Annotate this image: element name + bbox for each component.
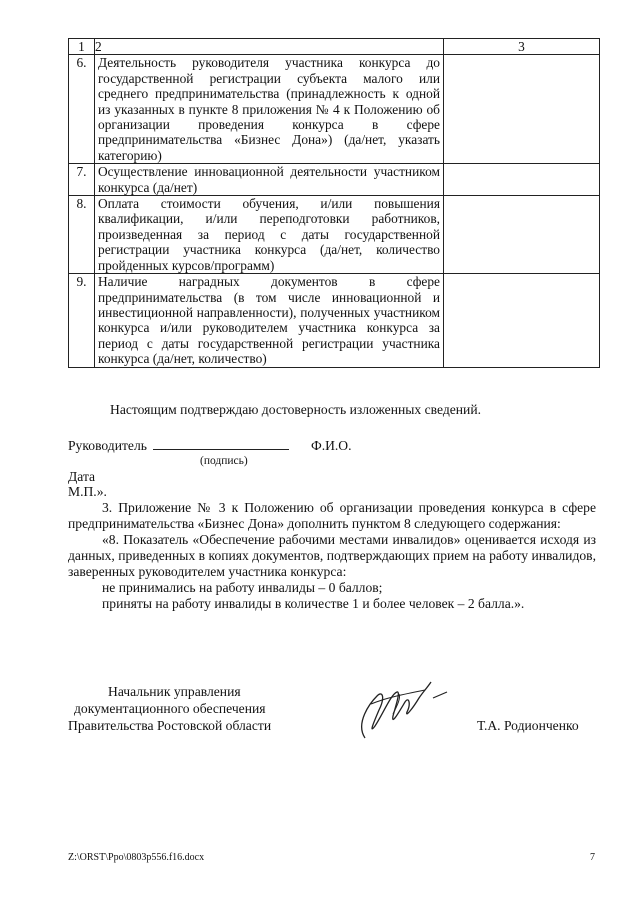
signature-underline bbox=[153, 437, 289, 450]
row-number: 7. bbox=[69, 164, 95, 196]
row-number: 6. bbox=[69, 55, 95, 164]
table-row bbox=[69, 55, 600, 164]
table-header-row bbox=[69, 39, 600, 55]
date-label: Дата bbox=[68, 469, 96, 484]
file-path: Z:\ORST\Ppo\0803p556.f16.docx bbox=[68, 852, 205, 863]
amendment-option-2: приняты на работу инвалиды в количестве 1 и более человек – 2 балла.». bbox=[102, 596, 525, 611]
amendment-item-3: 3. Приложение № 3 к Положению об организации проведения конкурса в сфере предпринимательства «Бизнес Дона» дополнить пунктом 8 следующего содержания: bbox=[68, 500, 596, 531]
page-number: 7 bbox=[590, 852, 595, 863]
header-col-1: 1 bbox=[69, 39, 95, 55]
row-description: Оплата стоимости обучения, и/или повышения квалификации, и/или переподготовки работников, произведенная за период с даты государственной регистрации участника конкурса (да/нет, количество пройденных курсов/программ) bbox=[95, 196, 444, 274]
header-col-3: 3 bbox=[444, 39, 600, 55]
signature-caption: (подпись) bbox=[200, 455, 248, 467]
table-row bbox=[69, 274, 600, 367]
signatory-name: Т.А. Родионченко bbox=[477, 718, 579, 733]
stamp-label: М.П.». bbox=[68, 484, 107, 499]
row-value bbox=[444, 274, 600, 367]
row-number: 8. bbox=[69, 196, 95, 274]
table-row bbox=[69, 164, 600, 196]
header-col-2: 2 bbox=[95, 39, 444, 55]
row-value bbox=[444, 196, 600, 274]
signatory-title-line2: документационного обеспечения bbox=[74, 701, 266, 716]
signatory-title-line3: Правительства Ростовской области bbox=[68, 718, 272, 733]
head-label: Руководитель bbox=[68, 438, 147, 453]
confirmation-text: Настоящим подтверждаю достоверность изложенных сведений. bbox=[110, 402, 481, 417]
signatory-title-line1: Начальник управления bbox=[108, 684, 241, 699]
row-number: 9. bbox=[69, 274, 95, 367]
amendment-option-1: не принимались на работу инвалиды – 0 баллов; bbox=[102, 580, 383, 595]
fio-label: Ф.И.О. bbox=[310, 438, 352, 453]
handwritten-signature-icon bbox=[335, 668, 455, 748]
row-value bbox=[444, 55, 600, 164]
row-value bbox=[444, 164, 600, 196]
head-signature-line bbox=[68, 437, 352, 454]
amendment-section bbox=[68, 500, 596, 612]
table-row bbox=[69, 196, 600, 274]
row-description: Наличие наградных документов в сфере предпринимательства (в том числе инновационной и инвестиционной направленности), полученных участником конкурса и/или руководителем участника конкурса за период с даты государственной регистрации участника конкурса (да/нет, количество) bbox=[95, 274, 444, 367]
amendment-item-8: «8. Показатель «Обеспечение рабочими местами инвалидов» оценивается исходя из данных, приведенных в копиях документов, подтверждающих прием на работу инвалидов, заверенных руководителем участника конкурса: bbox=[68, 532, 596, 579]
criteria-table bbox=[68, 38, 600, 368]
row-description: Осуществление инновационной деятельности участником конкурса (да/нет) bbox=[95, 164, 444, 196]
row-description: Деятельность руководителя участника конкурса до государственной регистрации субъекта малого или среднего предпринимательства (принадлежность к одной из указанных в пункте 8 приложения № 4 к Положению об организации проведения конкурса в сфере предпринимательства «Бизнес Дона») (да/нет, указать категорию) bbox=[95, 55, 444, 164]
